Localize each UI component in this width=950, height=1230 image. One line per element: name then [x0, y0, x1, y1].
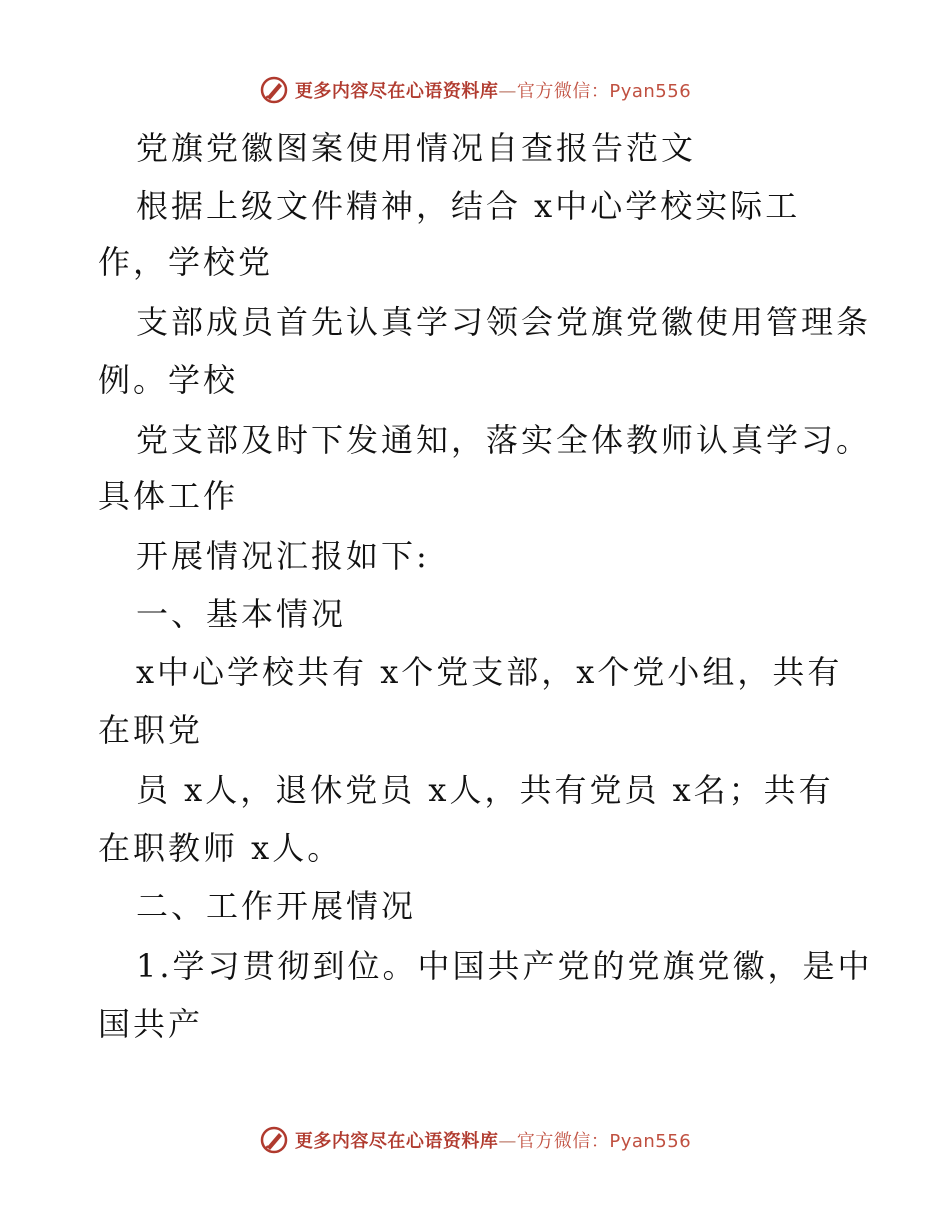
watermark-promo-text: 更多内容尽在心语资料库 — [294, 1131, 499, 1152]
paragraph-line: 具体工作 — [98, 477, 239, 515]
paragraph-line: 1.学习贯彻到位。中国共产党的党旗党徽，是中 — [136, 947, 873, 985]
watermark-wechat-label: 官方微信： — [516, 1131, 610, 1152]
watermark-wechat-label: 官方微信： — [516, 81, 610, 102]
paragraph-line: 开展情况汇报如下: — [136, 537, 430, 575]
paragraph-line: x中心学校共有 x个党支部，x个党小组，共有 — [136, 653, 843, 691]
paragraph-line: 国共产 — [98, 1005, 204, 1043]
quill-pen-logo-icon — [259, 1125, 289, 1155]
paragraph-line: 党支部及时下发通知，落实全体教师认真学习。 — [136, 421, 872, 459]
paragraph-line: 员 x人，退休党员 x人，共有党员 x名；共有 — [136, 771, 834, 809]
paragraph-line: 在职党 — [98, 711, 204, 749]
paragraph-line: 在职教师 x人。 — [98, 829, 343, 867]
paragraph-line: 作，学校党 — [98, 243, 274, 281]
quill-pen-logo-icon — [259, 75, 289, 105]
document-title: 党旗党徽图案使用情况自查报告范文 — [136, 129, 697, 167]
watermark-banner-top — [0, 70, 950, 110]
paragraph-line: 例。学校 — [98, 361, 239, 399]
watermark-wechat-handle: Pyan556 — [609, 81, 692, 102]
section-heading: 一、基本情况 — [136, 595, 347, 633]
watermark-group — [259, 75, 691, 105]
paragraph-line: 支部成员首先认真学习领会党旗党徽使用管理条 — [136, 303, 872, 341]
paragraph-line: 根据上级文件精神，结合 x中心学校实际工 — [136, 187, 801, 225]
watermark-wechat-handle: Pyan556 — [609, 1131, 692, 1152]
section-heading: 二、工作开展情况 — [136, 887, 417, 925]
watermark-group — [259, 1125, 691, 1155]
watermark-separator: — — [498, 1131, 517, 1152]
watermark-separator: — — [498, 81, 517, 102]
watermark-banner-bottom — [0, 1120, 950, 1160]
watermark-promo-text: 更多内容尽在心语资料库 — [294, 81, 499, 102]
